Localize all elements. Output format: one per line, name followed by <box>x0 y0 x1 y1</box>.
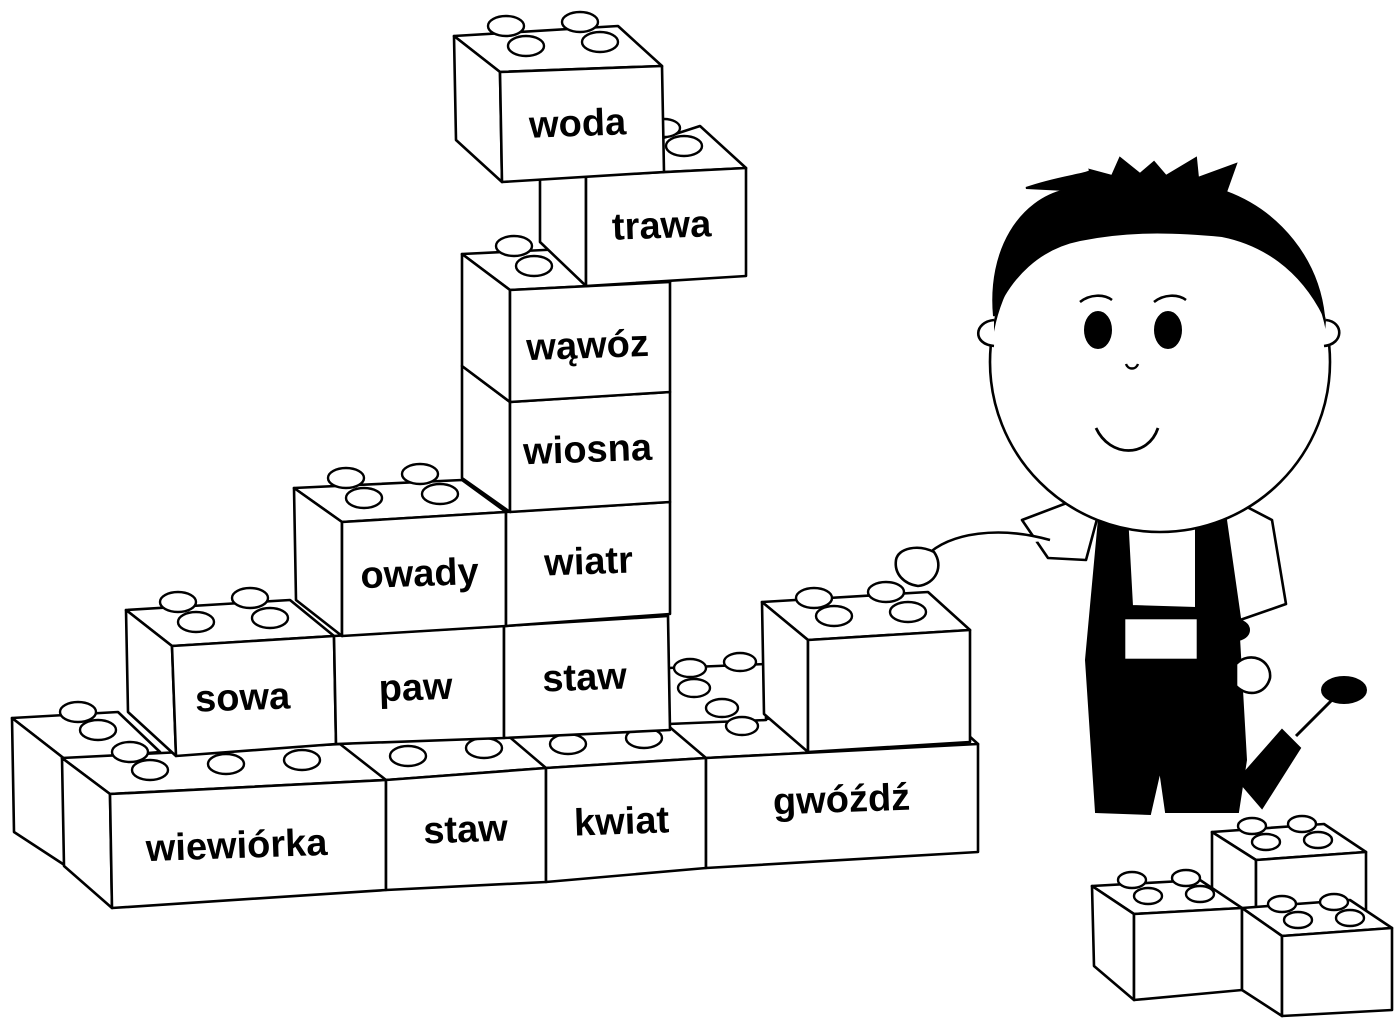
word-trawa: trawa <box>611 203 712 249</box>
brick-wiewiorka <box>62 742 386 908</box>
brick-sowa <box>126 588 336 756</box>
word-staw-lower: staw <box>422 807 509 853</box>
word-sowa: sowa <box>194 675 291 721</box>
word-owady: owady <box>359 550 480 598</box>
brick-staw-upper <box>504 616 670 738</box>
word-wiatr: wiatr <box>543 539 634 585</box>
word-paw: paw <box>377 665 454 711</box>
word-kwiat: kwiat <box>573 799 670 845</box>
brick-hidden-right <box>668 653 766 735</box>
brick-blank <box>762 582 970 752</box>
brick-woda <box>454 12 664 182</box>
word-gwozdz: gwóźdź <box>772 776 911 824</box>
brick-owady <box>294 464 506 636</box>
word-wiosna: wiosna <box>522 426 653 474</box>
word-wawoz: wąwóz <box>525 322 650 370</box>
word-staw-upper: staw <box>541 655 628 701</box>
word-woda: woda <box>528 101 627 147</box>
brick-paw <box>334 626 504 744</box>
brick-wiatr <box>506 502 670 626</box>
word-wiewiorka: wiewiórka <box>145 821 329 871</box>
loose-bricks <box>1092 816 1392 1016</box>
